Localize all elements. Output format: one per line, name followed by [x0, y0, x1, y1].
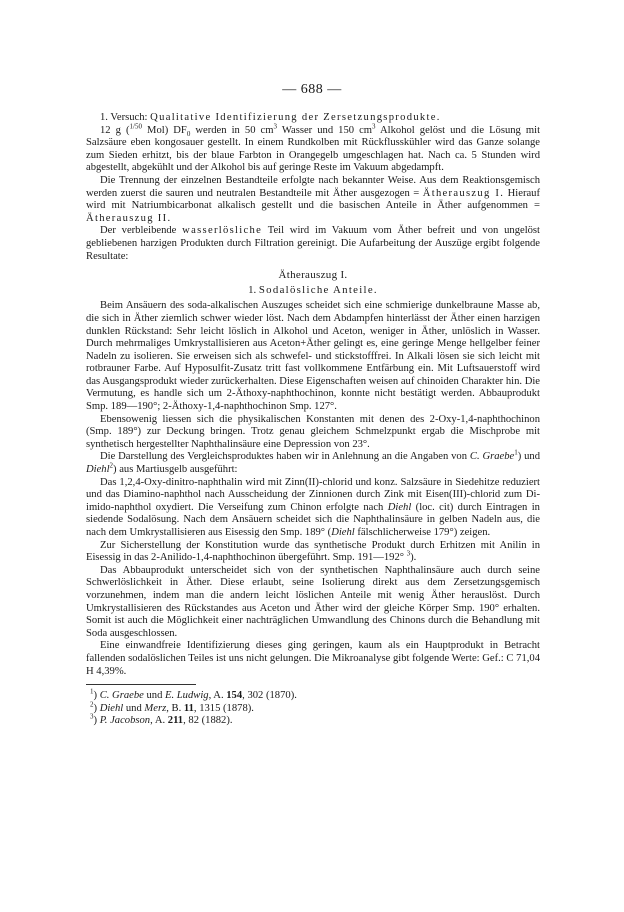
footnote: $^2$) Diehl und Merz, B. 11, 1315 (1878).	[90, 700, 254, 714]
subheading-ether-extract: Ätherauszug I.	[278, 269, 348, 282]
paragraph-10: Eine einwandfreie Identifizierung dieses ging geringen, kaum als ein Hauptprodukt in Betracht fallenden sodalöslichen Teiles ist uns nicht gelungen. Die Mikroanalyse gibt folgende Werte: Gef.: C 71,04 H 4,39%.	[86, 640, 540, 677]
page-number: — 688 —	[282, 82, 342, 97]
paragraph-7: Das 1,2,4-Oxy-dinitro-naphthalin wird mit Zinn(II)-chlorid und konz. Salzsäure in Siedehitze reduziert und das Diamino-naphthol nach Ausscheidung der Zinnionen durch Zink mit Eisen(III)-chlorid zum Di-imido-naphthol oxydiert. Die Verseifung zum Chinon erfolgte nach Diehl (loc. cit) durch Eintragen in siedende Sodalösung. Nach dem Ansäuern scheidet sich die Naphthalinsäure in gelben Nadeln aus, die nach dem Umkrystallisieren aus Eisessig den Smp. 189° (Diehl fälschlicherweise 179°) zeigen.	[86, 476, 540, 538]
section-title: 1. Versuch: Qualitative Identifizierung der Zersetzungsprodukte.	[100, 112, 441, 123]
paragraph-3: Der verbleibende wasserlösliche Teil wird im Vakuum vom Äther befreit und von ungelöst gebliebenen harzigen Produkten durch Filtration gereinigt. Die Aufarbeitung der Auszüge ergibt folgende Resultate:	[86, 225, 540, 262]
paragraph-1: 12 g ($^{1/50}$ Mol) $DF_0$ werden in 50 $cm^3$ Wasser und 150 $cm^3$ Alkohol gelöst und die Lösung mit Salzsäure eben kongosauer gestellt. In einem Rundkolben mit Rückflusskühler wird das Ganze solange zum Sieden erhitzt, bis der blaue Farbton in Orangegelb umgeschlagen hat. Nach ca. 5 Stunden wird abgestellt, abgekühlt und der Alkohol bis auf geringe Reste im Vakuum abgedampft.	[86, 122, 541, 174]
footnote: $^3$) P. Jacobson, A. 211, 82 (1882).	[90, 712, 233, 726]
footnote: $^1$) C. Graebe und E. Ludwig, A. 154, 302 (1870).	[90, 687, 297, 702]
paragraph-9: Das Abbauprodukt unterscheidet sich von der synthetischen Naphthalinsäure auch durch seine Schwerlöslichkeit in Äther. Diese erlaubt, seine Isolierung direkt aus dem Zersetzungsgemisch vorzunehmen, indem man die andern leicht löslichen Anteile mit wenig Äther herauslöst. Durch Umkrystallisieren des Rückstandes aus Aceton und Äther wird der gleiche Körper Smp. 190° erhalten. Somit ist auch die Möglichkeit einer nachträglichen Umwandlung des Chinons durch die Behandlung mit Soda ausgeschlossen.	[86, 564, 540, 639]
paragraph-5: Ebensowenig liessen sich die physikalischen Konstanten mit denen des 2-Oxy-1,4-naphthochinon (Smp. 189°) zur Deckung bringen. Trotz genau gleichem Schmelzpunkt ergab die Mischprobe mit synthetisch hergestellter Naphthalinsäure eine Depression von 23°.	[86, 413, 540, 450]
footnote-divider	[86, 684, 196, 685]
paragraph-2: Die Trennung der einzelnen Bestandteile erfolgte nach bekannter Weise. Aus dem Reaktionsgemisch werden zuerst die sauren und neutralen Bestandteile mit Äther ausgezogen = Ätherauszug I. Hierauf wird mit Natriumbicarbonat alkalisch gestellt und die basischen Anteile in Äther aufgenommen = Ätherauszug II.	[86, 174, 541, 224]
paragraph-8: Zur Sicherstellung der Konstitution wurde das synthetische Produkt durch Erhitzen mit Anilin in Eisessig in das 2-Anilido-1,4-naphthochinon übergeführt. Smp. 191—192° $^3$).	[86, 539, 540, 564]
paragraph-6: Die Darstellung des Vergleichsproduktes haben wir in Anlehnung an die Angaben von C. Graebe$^1$) und Diehl$^2$) aus Martiusgelb ausgeführt:	[86, 448, 540, 476]
subheading-soda-soluble: 1. Sodalösliche Anteile.	[248, 283, 378, 296]
document-body	[86, 112, 540, 727]
paragraph-4: Beim Ansäuern des soda-alkalischen Auszuges scheidet sich eine schmierige dunkelbraune Masse ab, die sich in Äther ziemlich schwer wieder löst. Nach dem Abdampfen hinterlässt der Äther einen harzigen dunklen Rückstand: Sehr leicht löslich in Alkohol und Aceton, weniger in Äther, unlöslich in Wasser. Durch mehrmaliges Umkrystallisieren aus Aceton+Äther gelingt es, eine geringe Menge hellgelber feiner Nadeln zu isolieren. Sie erweisen sich als schwefel- und stickstofffrei. In Alkali lösen sie sich leicht mit rotbrauner Farbe. Auf Hyposulfit-Zusatz tritt fast vollkommene Entfärbung ein. Mit Luftsauerstoff wird das Ausgangsprodukt wieder zurückerhalten. Diese Eigenschaften weisen auf chinoiden Charakter hin. Die Vermutung, es handle sich um 2-Äthoxy-naphthochinon, konnte nicht bestätigt werden. Abbauprodukt Smp. 189—190°; 2-Äthoxy-1,4-naphthochinon Smp. 127°.	[86, 300, 540, 413]
